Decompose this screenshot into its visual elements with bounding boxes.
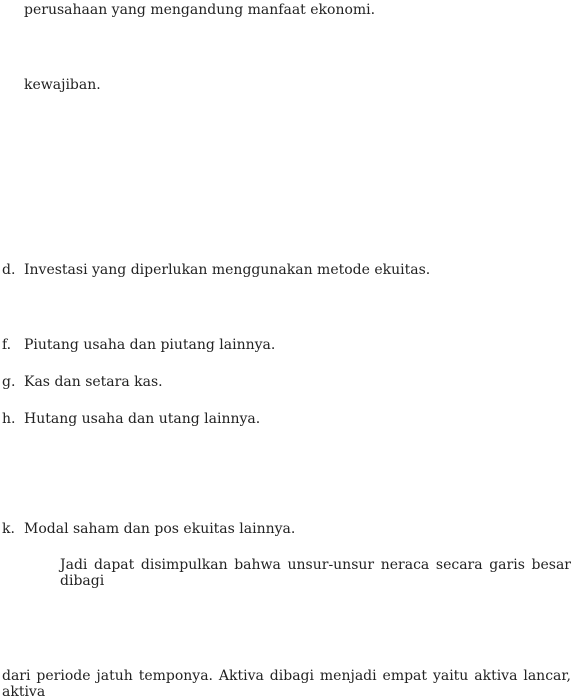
list-marker: d. bbox=[2, 262, 16, 278]
text-line: perusahaan yang mengandung manfaat ekonomi. bbox=[24, 2, 376, 18]
list-item-text: Modal saham dan pos ekuitas lainnya. bbox=[24, 521, 296, 537]
paragraph-line: Jadi dapat disimpulkan bahwa unsur-unsur neraca secara garis besar dibagi bbox=[60, 557, 571, 589]
list-item-text: Investasi yang diperlukan menggunakan metode ekuitas. bbox=[24, 262, 431, 278]
list-item-text: Hutang usaha dan utang lainnya. bbox=[24, 411, 261, 427]
list-marker: k. bbox=[2, 521, 15, 537]
text-line: kewajiban. bbox=[24, 77, 101, 93]
paragraph-line: dari periode jatuh temponya. Aktiva dibagi menjadi empat yaitu aktiva lancar, aktiva bbox=[2, 668, 571, 700]
list-item-text: Kas dan setara kas. bbox=[24, 374, 163, 390]
list-marker: f. bbox=[2, 337, 12, 353]
list-marker: g. bbox=[2, 374, 16, 390]
list-marker: h. bbox=[2, 411, 16, 427]
list-item-text: Piutang usaha dan piutang lainnya. bbox=[24, 337, 276, 353]
